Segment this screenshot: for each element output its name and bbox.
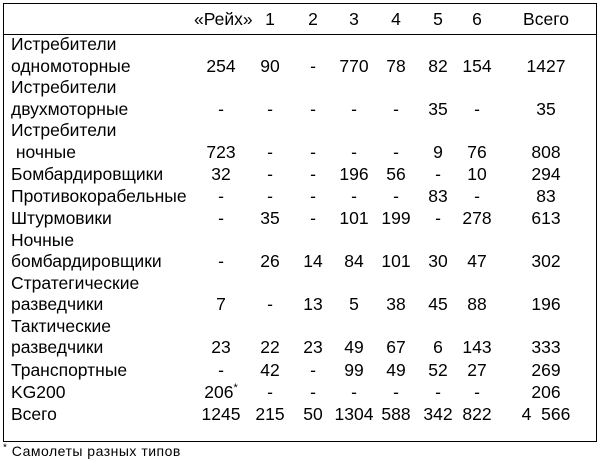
table-cell: 35 (260, 208, 280, 229)
row-label-line: ночные (11, 141, 76, 162)
table-cell: 4 566 (521, 404, 571, 425)
table-cell: - (218, 208, 224, 229)
row-label-line: разведчики (11, 337, 104, 358)
table-cell: - (351, 381, 357, 402)
table-cell: - (310, 55, 316, 76)
table-cell: 88 (467, 294, 487, 315)
row-label (4, 120, 194, 163)
table-cell: 84 (344, 251, 364, 272)
row-label-line: Противокорабельные (11, 186, 187, 207)
table-row (4, 230, 596, 273)
table-cell: - (310, 186, 316, 207)
table-cell: - (218, 251, 224, 272)
table-row (4, 185, 596, 207)
table-cell: - (310, 163, 316, 184)
table-cell: 254 (206, 55, 236, 76)
table-cell: 302 (531, 251, 561, 272)
footnote-text: Самолеты разных типов (7, 443, 181, 459)
row-label-line: бомбардировщики (11, 251, 162, 272)
row-label-line: двухмоторные (11, 98, 129, 119)
column-header: Всего (523, 8, 569, 29)
table-cell: - (267, 141, 273, 162)
table-cell: 196 (339, 163, 369, 184)
row-label-line: Всего (11, 404, 57, 425)
column-header: 5 (433, 8, 443, 29)
row-label-line: Истребители (11, 34, 117, 54)
row-label-line: Транспортные (11, 359, 128, 380)
table-cell: 82 (428, 55, 448, 76)
row-label (4, 230, 194, 273)
table-cell: - (435, 163, 441, 184)
table-body (4, 34, 596, 426)
row-label-line: Тактические (11, 315, 112, 336)
table-cell: 333 (531, 337, 561, 358)
table-cell: - (267, 186, 273, 207)
table-cell: 76 (467, 141, 487, 162)
table-cell: 143 (462, 337, 492, 358)
row-label (4, 34, 194, 77)
row-label (4, 359, 194, 381)
table-cell: - (310, 141, 316, 162)
column-header: «Рейх» (194, 8, 253, 29)
table-cell: - (474, 98, 480, 119)
column-header: 4 (391, 8, 401, 29)
table-cell: - (474, 381, 480, 402)
footnote (3, 443, 181, 459)
table-cell: 10 (467, 163, 487, 184)
table-cell: 99 (344, 359, 364, 380)
header-row (4, 4, 596, 34)
row-label-line: KG200 (11, 381, 66, 402)
table-cell: 78 (386, 55, 406, 76)
footnote-mark: * (3, 442, 8, 454)
table-frame (3, 3, 597, 442)
table-cell: 23 (303, 337, 323, 358)
table-cell: - (310, 359, 316, 380)
column-header: 3 (349, 8, 359, 29)
table-cell: 49 (386, 359, 406, 380)
table-row (4, 403, 596, 425)
header-empty (4, 4, 194, 34)
table-cell: 206* (204, 381, 238, 402)
table-cell: 822 (462, 404, 492, 425)
table-cell: 101 (339, 208, 369, 229)
row-label (4, 403, 194, 425)
table-cell: 9 (433, 141, 443, 162)
table-cell: 49 (344, 337, 364, 358)
table-row (4, 273, 596, 316)
table-row (4, 316, 596, 359)
aircraft-table (4, 4, 596, 426)
row-label (4, 77, 194, 120)
table-cell: 35 (428, 98, 448, 119)
table-cell: - (218, 98, 224, 119)
table-cell: - (267, 163, 273, 184)
table-cell: - (310, 208, 316, 229)
table-cell: 35 (536, 98, 556, 119)
table-cell: - (218, 359, 224, 380)
table-cell: 67 (386, 337, 406, 358)
table-row (4, 208, 596, 230)
table-cell: 83 (428, 186, 448, 207)
table-cell: 47 (467, 251, 487, 272)
table-cell: 1245 (201, 404, 241, 425)
row-label-line: Стратегические (11, 272, 140, 293)
table-cell: 56 (386, 163, 406, 184)
column-header: 6 (472, 8, 482, 29)
table-cell: - (351, 98, 357, 119)
table-cell: 342 (423, 404, 453, 425)
table-cell: 269 (531, 359, 561, 380)
column-header: 2 (308, 8, 318, 29)
table-cell: 83 (536, 186, 556, 207)
table-cell: 723 (206, 141, 236, 162)
table-row (4, 359, 596, 381)
table-cell: - (351, 186, 357, 207)
table-cell: 22 (260, 337, 280, 358)
table-cell: - (267, 98, 273, 119)
row-label-line: Истребители (11, 77, 117, 97)
table-cell: 154 (462, 55, 492, 76)
table-cell: 23 (211, 337, 231, 358)
table-cell: - (267, 381, 273, 402)
table-row (4, 381, 596, 403)
table-cell: - (474, 186, 480, 207)
table-cell: 199 (381, 208, 411, 229)
table-cell: 6 (433, 337, 443, 358)
table-cell: - (393, 141, 399, 162)
table-row (4, 77, 596, 120)
row-label-line: Истребители (11, 120, 117, 140)
table-cell: 14 (303, 251, 323, 272)
table-cell: 50 (303, 404, 323, 425)
table-cell: 52 (428, 359, 448, 380)
row-label-line: разведчики (11, 294, 104, 315)
table-row (4, 120, 596, 163)
row-label (4, 316, 194, 359)
row-label (4, 163, 194, 185)
table-cell: 215 (255, 404, 285, 425)
table-cell: 30 (428, 251, 448, 272)
table-cell: - (435, 381, 441, 402)
row-label (4, 185, 194, 207)
table-cell: - (310, 98, 316, 119)
table-cell: - (393, 98, 399, 119)
column-header: 1 (265, 8, 275, 29)
table-cell: 1304 (334, 404, 374, 425)
row-label-line: Ночные (11, 229, 75, 250)
table-cell: 5 (349, 294, 359, 315)
row-label-line: Штурмовики (11, 208, 112, 229)
table-cell: - (351, 141, 357, 162)
table-cell: 45 (428, 294, 448, 315)
row-label-line: одномоторные (11, 55, 131, 76)
table-cell: - (393, 381, 399, 402)
table-cell: 27 (467, 359, 487, 380)
row-label (4, 208, 194, 230)
table-cell: 32 (211, 163, 231, 184)
footnote-mark: * (233, 382, 238, 395)
table-cell: 1427 (526, 55, 566, 76)
table-cell: 90 (260, 55, 280, 76)
row-label (4, 273, 194, 316)
table-cell: 26 (260, 251, 280, 272)
table-row (4, 34, 596, 77)
table-cell: 196 (531, 294, 561, 315)
table-cell: 588 (381, 404, 411, 425)
table-cell: 38 (386, 294, 406, 315)
table-cell: 101 (381, 251, 411, 272)
table-cell: - (393, 186, 399, 207)
table-cell: 770 (339, 55, 369, 76)
row-label-line: Бомбардировщики (11, 163, 164, 184)
table-cell: - (218, 186, 224, 207)
table-cell: - (310, 381, 316, 402)
table-cell: 294 (531, 163, 561, 184)
table-row (4, 163, 596, 185)
table-cell: 613 (531, 208, 561, 229)
table-cell: 7 (216, 294, 226, 315)
table-cell: 13 (303, 294, 323, 315)
row-label (4, 381, 194, 403)
table-cell: 42 (260, 359, 280, 380)
table-cell: - (435, 208, 441, 229)
table-cell: 808 (531, 141, 561, 162)
table-cell: 278 (462, 208, 492, 229)
table-cell: 206 (531, 381, 561, 402)
table-cell: - (267, 294, 273, 315)
